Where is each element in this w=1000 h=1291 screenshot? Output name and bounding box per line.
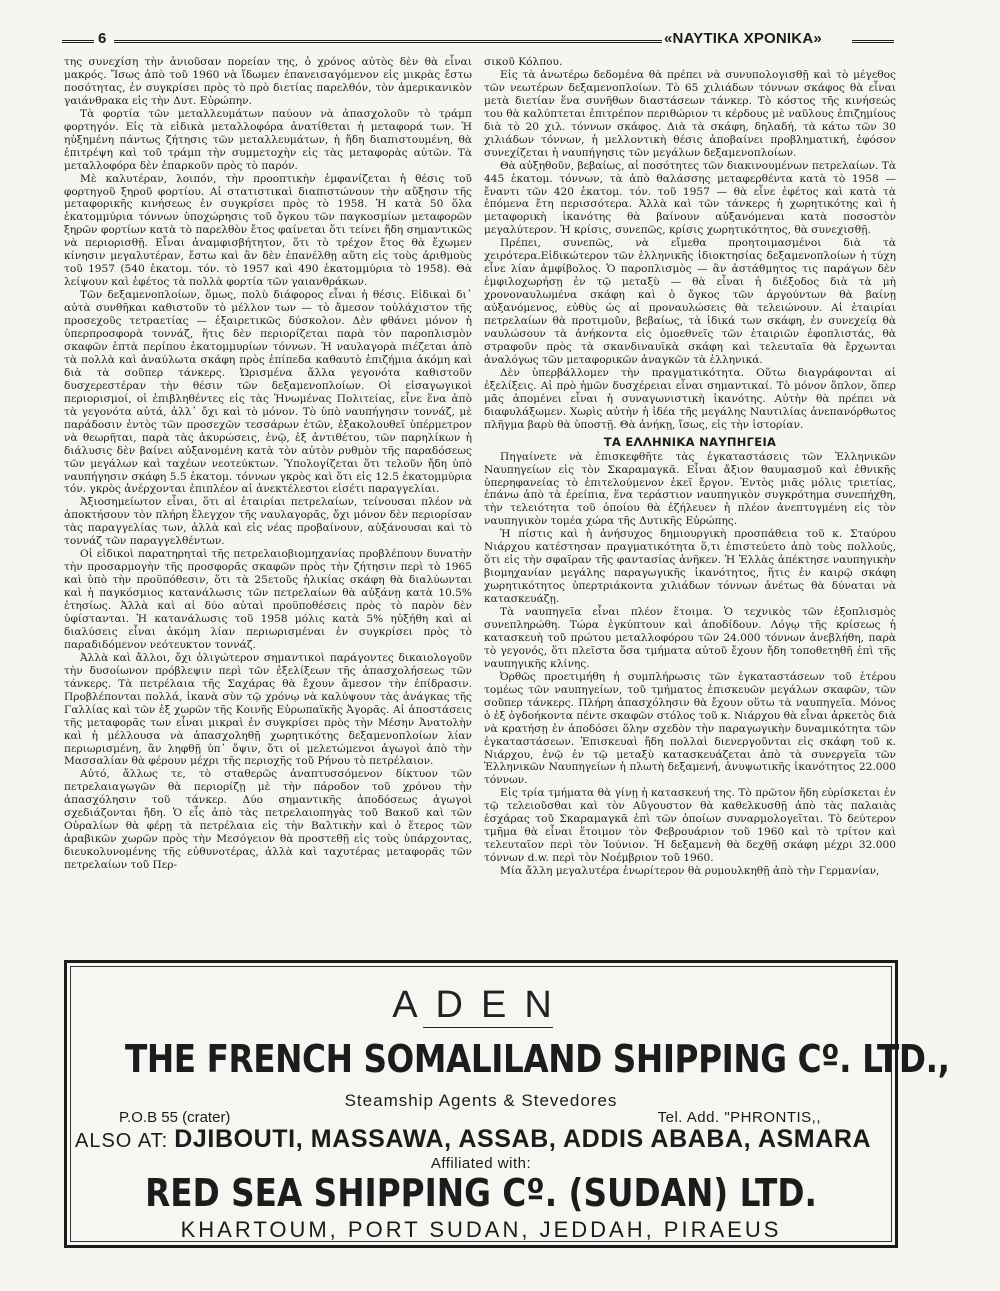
paragraph: Θὰ αὐξηθοῦν, βεβαίως, αἱ ποσότητες τῶν διακινουμένων πετρελαίων. Τὰ 445 ἑκατομ. τόννων, τὰ ἀπὸ θαλάσσης μεταφερθέντα κατὰ τὸ 1958 — ἔναντι τῶν 420 ἑκατομ. τόν. τοῦ 1957 — θὰ εἶνε ἐφέτος καὶ κατὰ τὰ ἐπόμενα ἔτη περισσότερα. Ἀλλὰ καὶ τῶν τάνκερς ἡ χωρητικότης καὶ ἡ μεταφορικὴ ἱκανότης θὰ βαίνουν αὐξανόμεναι κατὰ ποσοστὸν μεγαλύτερον. Ἡ κρίσις, συνεπῶς, κρίσις χωρητικότητος, θὰ συνεχισθῇ. [484, 159, 896, 237]
paragraph: Ὀρθῶς προετιμήθη ἡ συμπλήρωσις τῶν ἐγκαταστάσεων τοῦ ἑτέρου τομέως τῶν ναυπηγείων, τοῦ τμήματος ἐπισκευῶν μεγάλων σκαφῶν, τῶν σοῦπερ τάνκερς. Πλήρη ἀπασχόλησιν θὰ ἔχουν οὕτω τὰ ναυπηγεῖα. Μόνος ὁ ἐξ ὀγδοήκοντα πέντε σκαφῶν στόλος τοῦ κ. Νιάρχου θὰ εἶναι ἀρκετὸς διὰ νὰ κρατήσῃ ἐν ἀποδόσει ὅλην σχεδὸν τὴν παραγωγικὴν δυναμικότητα τῶν ἐγκαταστάσεων. Ἐπισκευαὶ ἤδη πολλαὶ διενεργοῦνται εἰς σκάφη τοῦ κ. Νιάρχου, ἐνῷ ἐν τῷ μεταξὺ κατασκευάζεται ἀπὸ τὰ συνεργεῖα τῶν Ἑλληνικῶν Ναυπηγείων ἡ πλωτὴ δεξαμενή, ἀνυψωτικῆς ἱκανότητος 22.000 τόννων. [484, 670, 896, 787]
paragraph: Ἀλλὰ καὶ ἄλλοι, ὄχι ὀλιγώτερον σημαντικοὶ παράγοντες δικαιολογοῦν τὴν δυσοίωνον πρόβλεψιν περὶ τῶν ἐξελίξεων τῆς ἀπασχολήσεως τῶν τάνκερς. Τὰ πετρέλαια τῆς Σαχάρας θὰ ἔχουν ἄμεσον τὴν ἐπίδρασιν. Προβλέπονται πολλά, ἱκανὰ σὺν τῷ χρόνῳ νὰ καλύψουν τὰς ἀνάγκας τῆς Γαλλίας καὶ τῶν ἐξ χωρῶν τῆς Κοινῆς Εὐρωπαϊκῆς Ἀγορᾶς. Αἱ ἀποστάσεις τῆς μεταφορᾶς των εἶναι μικραὶ ἐν συγκρίσει πρὸς τὴν Μέσην Ἀνατολὴν καὶ ἡ μέλλουσα νὰ ἀπασχοληθῇ χωρητικότης δεξαμενοπλοίων λίαν περιωρισμένη, ἂν ληφθῇ ὑπ᾿ ὄψιν, ὅτι οἱ μελετώμενοι ἀγωγοὶ ἀπὸ τὴν Μασσαλίαν θὰ φέρουν μέχρι τῆς περιοχῆς τοῦ Ρήνου τὸ πετρέλαιον. [64, 651, 472, 768]
shipping-advertisement [64, 960, 950, 1248]
paragraph: Πρέπει, συνεπῶς, νὰ εἴμεθα προητοιμασμένοι διὰ τὰ χειρότερα.Εἰδικώτερον τῶν ἑλληνικῆς ἰδιοκτησίας δεξαμενοπλοίων ἡ τύχη εἶνε λίαν ἀμφίβολος. Ὁ παροπλισμὸς — ἂν ἀστάθμητος τις παράγων δὲν ἐμφιλοχωρήσῃ ἐν τῷ μεταξὺ — θὰ εἶναι ἡ διέξοδος διὰ τὰ μὴ χρονοναυλωμένα σκάφη καὶ ὁ ὄγκος τῶν ἀργούντων θὰ βαίνῃ αὐξανόμενος, εὐθὺς ὡς αἱ προναυλώσεις θὰ τελειώνουν. Αἱ ἑταιρίαι πετρελαίων θὰ προτιμοῦν, βεβαίως, τὰ ἰδικά των σκάφη, ἐν συνεχείᾳ θὰ ναυλώσουν τὰ ἀνήκοντα εἰς ὁμοεθνεῖς τῶν ἑταιριῶν ἐφοπλιστάς, θὰ στραφοῦν πρὸς τὰ σκανδιναυϊκὰ σκάφη καὶ τελευταῖα θὰ ἔρχωνται ἀναλόγως τῶν μεταφορικῶν ἀναγκῶν τὰ ἑλληνικά. [484, 237, 896, 366]
paragraph: Ἀξιοσημείωτον εἶναι, ὅτι αἱ ἑταιρίαι πετρελαίων, τείνουσαι πλέον νὰ ἀποκτήσουν τὸν πλήρη ἔλεγχον τῆς ναυλαγορᾶς, ὄχι μόνον δὲν περιορίσαν τὰς παραγγελίας των, ἀλλὰ καὶ εἰς νέας προβαίνουν, αὐξάνουσαι καὶ τὸ τοννάζ τῶν παραγγελθέντων. [64, 496, 472, 548]
paragraph: Εἰς τὰ ἀνωτέρω δεδομένα θὰ πρέπει νὰ συνυπολογισθῇ καὶ τὸ μέγεθος τῶν νεωτέρων δεξαμενοπλοίων. Τὸ 65 χιλιάδων τόννων σκάφος θὰ εἶναι μετὰ διετίαν ἕνα συνῆθων διαστάσεων τάνκερ. Τὸ κόστος τῆς κινήσεώς του θὰ καλύπτεται ἐπιτρέπον περιθώριον τι κέρδους μὲ ναῦλους ἐπιζημίους διὰ τὸ 20 χιλ. τόννων σκάφος. Διὰ τὰ σκάφη, δηλαδή, τὰ κάτω τῶν 30 χιλιάδων τόννων, ἡ μελλοντικὴ θέσις ἀποβαίνει προβληματική, ἐφόσον συνεχίζεται ἡ ναυπήγησις τῶν μεγάλων δεξαμενοπλοίων. [484, 68, 896, 159]
paragraph: Τὰ ναυπηγεῖα εἶναι πλέον ἕτοιμα. Ὁ τεχνικὸς τῶν ἐξοπλισμὸς συνεπληρώθη. Τώρα ἐγκύπτουν καὶ ἀποδίδουν. Λόγῳ τῆς κρίσεως ἡ κατασκευὴ τοῦ πρώτου μεταλλοφόρου τῶν 24.000 τόννων ἀνεβλήθη, παρὰ τὸ γεγονός, ὅτι πλεῖστα ὅσα τμήματα αὐτοῦ ἔχουν ἤδη τοποθετηθῆ ἐπὶ τῆς ναυπηγικῆς κλίνης. [484, 606, 896, 670]
paragraph: της συνεχίση τὴν ἀνιοῦσαν πορείαν της, ὁ χρόνος αὐτὸς δὲν θὰ εἶναι μακρός. Ἴσως ἀπὸ τοῦ 1960 νὰ ἴδωμεν ἐπανεισαγόμενον εἰς μικρὰς ἔστω ποσότητας, ἐν συγκρίσει πρὸς τὸ πρὸ διετίας παρελθόν, τὸν ἀμερικανικὸν γαιάνθρακα εἰς τὴν Δυτ. Εὐρώπην. [64, 56, 472, 107]
header-rule-middle [114, 40, 662, 43]
page-number: 6 [98, 30, 107, 47]
paragraph: Δὲν ὑπερβάλλομεν τὴν πραγματικότητα. Οὕτω διαγράφονται αἱ ἐξελίξεις. Αἱ πρὸ ἡμῶν δυσχέρειαι εἶναι σημαντικαί. Τὸ μόνον ὅπλον, ὅπερ μᾶς ἀπομένει εἶναι ἡ συναγωνιστικὴ ἱκανότης. Αὐτὴν θὰ πρέπει νὰ διαφυλάξωμεν. Χωρὶς αὐτὴν ἡ ἰδέα τῆς μεγάλης Ναυτιλίας ἀνεπανόρθωτος πλῆγμα βαρὺ θὰ ὑποστῇ. Θὰ ἀνήκῃ, ἴσως, εἰς τὴν ἱστορίαν. [484, 366, 896, 431]
paragraph: Οἱ εἰδικοὶ παρατηρηταὶ τῆς πετρελαιοβιομηχανίας προβλέπουν δυνατὴν τὴν προσαρμογὴν τῆς προσφορᾶς σκαφῶν πρὸς τὴν ζήτησιν περὶ τὸ 1965 καὶ ὑπὸ τὴν προϋπόθεσιν, ὅτι τὰ 25ετοῦς ἡλικίας σκάφη θὰ διαλύωνται καὶ ἡ παγκόσμιος κατανάλωσις τῶν πετρελαίων θὰ αὐξάνῃ κατὰ 10.5% ἐτησίως. Ἀλλὰ καὶ αἱ δύο αὐταὶ προϋποθέσεις πρὸς τὸ παρὸν δὲν ὑφίστανται. Ἡ κατανάλωσις τοῦ 1958 μόλις κατὰ 5% ηὐξήθη καὶ αἱ διαλύσεις εἶναι ἀκόμη λίαν περιωρισμέναι ἐν συγκρίσει πρὸς τὸ παραδιδόμενον νεότευκτον τοννάζ. [64, 548, 472, 651]
ad-affiliated-label: Affiliated with: [430, 1155, 532, 1172]
paragraph: Μία ἄλλη μεγαλυτέρα ἐνωρίτερον θὰ ρυμουλκηθῇ ἀπὸ τὴν Γερμανίαν, [500, 865, 880, 878]
paragraph: Μὲ καλυτέραν, λοιπόν, τὴν προοπτικὴν ἐμφανίζεται ἡ θέσις τοῦ φορτηγοῦ ξηροῦ φορτίου. Αἱ στατιστικαὶ διαπιστώνουν τὴν αὔξησιν τῆς μεταφορικῆς κινήσεως ἐν συγκρίσει πρὸς τὸ 1958. Ἡ κατὰ 50 ὅλα ἑκατομμύρια τόννων ὑποχώρησις τοῦ ὄγκου τῶν παγκοσμίων μεταφορῶν ξηρῶν φορτίων κατὰ τὸ παρελθὸν ἔτος φαίνεται ὅτι τείνει ἤδη σημαντικῶς νὰ περιορισθῇ. Εἶναι ἀναμφισβήτητον, ὅτι τὸ τρέχον ἔτος θὰ ἔχωμεν κίνησιν μεγαλυτέραν, ἔστω καὶ ἂν δὲν ἐπανέλθῃ αὕτη εἰς τοὺς ἀριθμοὺς τοῦ 1957 (540 ἑκατομ. τόν. τὸ 1957 καὶ 490 ἑκατομμύρια τὸ 1958). Θὰ λείψουν καὶ ἐφέτος τὰ πολλὰ φορτία τῶν γαιανθράκων. [64, 172, 472, 289]
right-column [484, 56, 896, 878]
page-header [62, 30, 894, 52]
ad-pob: P.O.B 55 (crater) [119, 1109, 231, 1126]
header-rule-left [62, 40, 94, 43]
left-column [64, 56, 472, 872]
ad-also-places: DJIBOUTI, MASSAWA, ASSAB, ADDIS ABABA, ASMARA [174, 1125, 872, 1153]
ad-city-underline [423, 1027, 553, 1028]
ad-branches [75, 1125, 871, 1154]
ad-telegraph: Tel. Add. "PHRONTIS,, [657, 1109, 821, 1126]
journal-title: «ΝΑΥΤΙΚΑ ΧΡΟΝΙΚΑ» [664, 30, 822, 47]
ad-city: ADEN [392, 984, 570, 1026]
paragraph: Τῶν δεξαμενοπλοίων, ὅμως, πολὺ διάφορος εἶναι ἡ θέσις. Εἰδικαὶ δι᾿ αὐτὰ συνθῆκαι καθιστοῦν τὸ μέλλον των — τὸ ἄμεσον τοὐλάχιστον τῆς προσεχοῦς τετραετίας — ἐξαιρετικῶς δύσκολον. Δὲν φθάνει μόνον ἡ ὑπερπροσφορὰ τοννάζ, ἥτις δὲν περιορίζεται παρὰ τὸν παροπλισμὸν σκαφῶν ἑπτὰ περίπου ἑκατομμυρίων τόννων. Ἡ ναυλαγορὰ πιέζεται ἀπὸ τὰ πολλὰ καὶ ἀναύλωτα σκάφη πρὸς ἐπίπεδα καθαυτὸ ἐπιζήμια ἀκόμη καὶ διὰ τὰ σοῦπερ τάνκερς. Ὡρισμένα ἄλλα γεγονότα καθιστοῦν δυσχερεστέραν τὴν θέσιν τῶν δεξαμενοπλοίων. Οἱ εἰσαγωγικοὶ περιορισμοί, οἱ ἐπιβληθέντες εἰς τὰς Ἡνωμένας Πολιτείας, εἶνε ἕνα ἀπὸ τὰ γεγονότα αὐτά, ἀλλ᾿ ὄχι καὶ τὸ μόνον. Τὸ ὑπὸ ναυπήγησιν τοννάζ, μὲ παράδοσιν ἐντὸς τῶν προσεχῶν τεσσάρων ἐτῶν, ἐξακολουθεῖ ὑπέρμετρον νὰ θεωρῆται, παρὰ τὰς ἀκυρώσεις, ἐνῷ, ἐξ ἀντιθέτου, τῶν παρηλίκων ἡ διάλυσις δὲν βαίνει αὐξανομένη κατὰ τὸν αὐτὸν ρυθμὸν τῆς παραδόσεως τῶν μεγάλων καὶ ταχέων νεοτεύκτων. Ὑπολογίζεται ὅτι τελοῦν ἤδη ὑπὸ ναυπήγησιν σκάφη 5.5 ἑκατομ. τόννων γκρὸς καὶ ὅτι εἰς 12.5 ἑκατομμύρια τόν. γκρὸς ἀνέρχονται ἐπιπλέον αἱ ἀνεκτέλεστοι εἰσέτι παραγγελίαι. [64, 289, 472, 496]
ad-also-label: ALSO AT: [75, 1130, 169, 1152]
header-rule-right [852, 40, 894, 43]
ad-affiliate-company: RED SEA SHIPPING Cº. (SUDAN) LTD. [145, 1171, 817, 1215]
paragraph: Αὐτό, ἄλλως τε, τὸ σταθερῶς ἀναπτυσσόμενον δίκτυον τῶν πετρελαιαγωγῶν θὰ περιορίζῃ μὲ τὴν πάροδον τοῦ χρόνου τὴν ἀπασχόλησιν τοῦ τάνκερ. Δύο σημαντικῆς ἀποδόσεως ἀγωγοὶ σχεδιάζονται ἤδη. Ὁ εἷς ἀπὸ τὰς πετρελαιοπηγὰς τοῦ Βακοῦ καὶ τῶν Οὐραλίων θὰ φέρῃ τὰ πετρέλαια εἰς τὴν Βαλτικὴν καὶ ὁ ἕτερος τῶν ἀραβικῶν χωρῶν πρὸς τὴν Μεσόγειον θὰ προστεθῇ εἰς τοὺς ὑπάρχοντας, διευκολυνομένης τῆς εὐθυνοτέρας, ἀλλὰ καὶ ταχυτέρας μεταφορᾶς τῶν πετρελαίων τοῦ Περ- [64, 768, 472, 872]
paragraph: Εἰς τρία τμήματα θὰ γίνῃ ἡ κατασκευή της. Τὸ πρῶτον ἤδη εὑρίσκεται ἐν τῷ τελειοῦσθαι καὶ τὸν Αὔγουστον θὰ καθελκυσθῇ ἀπὸ τὰς παλαιὰς ἐσχάρας τοῦ Σκαραμαγκᾶ ἐπὶ τῶν ὁποίων συναρμολογεῖται. Τὸ δεύτερον τμῆμα θὰ εἶναι ἕτοιμον τὸν Φεβρουάριον τοῦ 1960 καὶ τὸ τρίτον καὶ τελευταῖον περὶ τὸν Ἰούνιον. Ἡ δεξαμενὴ θὰ δεχθῇ σκάφη μέχρι 32.000 τόννων d.w. περὶ τὸν Νοέμβριον τοῦ 1960. [484, 787, 896, 865]
ad-affiliate-cities: KHARTOUM, PORT SUDAN, JEDDAH, PIRAEUS [180, 1217, 782, 1242]
paragraph: Πηγαίνετε νὰ ἐπισκεφθῆτε τὰς ἐγκαταστάσεις τῶν Ἑλληνικῶν Ναυπηγείων εἰς τὸν Σκαραμαγκᾶ. Εἶναι ἄξιον θαυμασμοῦ καὶ ἐθνικῆς ὑπερηφανείας τὸ ἐπιτελούμενον ἐκεῖ ἔργον. Ἐντὸς μιᾶς μόλις τριετίας, ἐπάνω ἀπὸ τὰ ἐρείπια, ἕνα τεράστιον ναυπηγικὸν συγκρότημα συνεπήχθη, τὴν τελειότητα τοῦ ὁποίου θὰ ἐζήλευεν ἡ πλέον ἀνεπτυγμένη εἰς τὸν ναυπηγικὸν τομέα χώρα τῆς Δυτικῆς Εὐρώπης. [484, 450, 896, 528]
ad-services: Steamship Agents & Stevedores [344, 1091, 618, 1110]
paragraph: Τὰ φορτία τῶν μεταλλευμάτων παύουν νὰ ἀπασχολοῦν τὸ τράμπ φορτηγόν. Εἰς τὰ εἰδικὰ μεταλλοφόρα ἀνατίθεται ἡ μεταφορά των. Ἡ ηὐξημένη πάντως ζήτησις τῶν μεταλλευμάτων, ἡ ἤδη διαπιστουμένη, θὰ ἐπιτρέψη καὶ τοῦ τράμπ τὴν συμμετοχὴν εἰς τὰς μεταφορὰς αὐτῶν. Τὰ μεταλλοφόρα δὲν ἐπαρκοῦν πρὸς τὸ παρόν. [64, 107, 472, 172]
ad-company-name: THE FRENCH SOMALILAND SHIPPING Cº. LTD., [124, 1037, 950, 1081]
section-heading: ΤΑ ΕΛΛΗΝΙΚΑ ΝΑΥΠΗΓΕΙΑ [603, 434, 777, 449]
paragraph: Ἡ πίστις καὶ ἡ ἀνήσυχος δημιουργικὴ προσπάθεια τοῦ κ. Σταύρου Νιάρχου κατέστησαν πραγματικότητα ὅ,τι ἐπιστεύετο ἀπὸ τοὺς πολλούς, ὅτι εἰς τὴν σφαῖραν τῆς φαντασίας ἀνῆκεν. Ἡ Ἑλλὰς ἀπέκτησε ναυπηγικὴν βιομηχανίαν μεγάλης παραγωγικῆς ἱκανότητος, ἥτις ἐν καιρῷ σκάφη χωρητικότητος ὑπερτριάκοντα χιλιάδων τόννων ἀνέτως θὰ δύναται νὰ κατασκευάζῃ. [484, 528, 896, 606]
paragraph: σικοῦ Κόλπου. [484, 56, 563, 68]
